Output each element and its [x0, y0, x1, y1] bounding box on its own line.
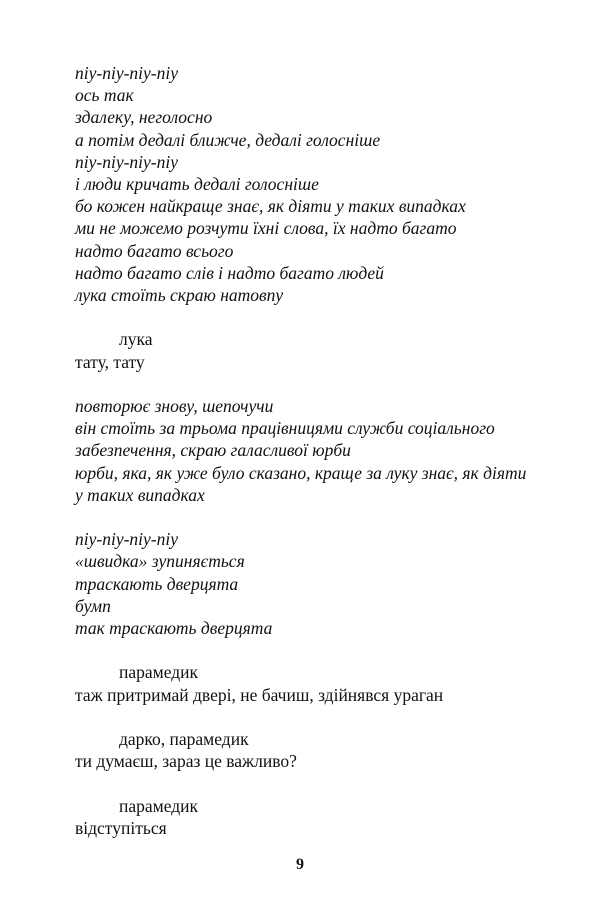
stage-direction-line: ми не можемо розчути їхні слова, їх надто багато: [75, 218, 457, 239]
stage-direction-line: бо кожен найкраще знає, як діяти у таких випадках: [75, 196, 466, 217]
stage-direction-line: ось так: [75, 85, 134, 106]
stage-direction-line: здалеку, неголосно: [75, 107, 213, 128]
dialogue-line: відступіться: [75, 817, 167, 838]
stage-direction-line: а потім дедалі ближче, дедалі голосніше: [75, 129, 381, 150]
stage-direction-line: надто багато всього: [75, 240, 234, 261]
stage-direction-line: піу-піу-піу-піу: [75, 151, 179, 172]
speaker-name: парамедик: [119, 662, 199, 683]
play-text: [75, 62, 555, 839]
paragraph-gap: [75, 639, 555, 661]
paragraph-gap: [75, 706, 555, 728]
stage-direction-line: повторює знову, шепочучи: [75, 396, 274, 417]
stage-direction-line: лука стоїть скраю натовпу: [75, 285, 284, 306]
paragraph-gap: [75, 506, 555, 528]
speaker-name: парамедик: [119, 795, 199, 816]
stage-direction-line: у таких випадках: [75, 484, 205, 505]
stage-direction-line: «швидка» зупиняється: [75, 551, 245, 572]
speaker-name: лука: [119, 329, 153, 350]
stage-direction-line: піу-піу-піу-піу: [75, 63, 179, 83]
stage-direction-line: бумп: [75, 595, 111, 616]
paragraph-gap: [75, 772, 555, 794]
page-number: 9: [296, 856, 304, 873]
paragraph-gap: [75, 306, 555, 328]
dialogue-line: тату, тату: [75, 351, 145, 372]
stage-direction-line: забезпечення, скраю галасливої юрби: [75, 440, 351, 461]
stage-direction-line: він стоїть за трьома працівницями служби соціального: [75, 418, 495, 439]
stage-direction-line: надто багато слів і надто багато людей: [75, 262, 384, 283]
dialogue-line: ти думаєш, зараз це важливо?: [75, 751, 297, 772]
dialogue-line: таж притримай двері, не бачиш, здійнявся ураган: [75, 684, 444, 705]
stage-direction-line: юрби, яка, як уже було сказано, краще за луку знає, як діяти: [75, 462, 527, 483]
stage-direction-line: піу-піу-піу-піу: [75, 529, 179, 550]
speaker-name: дарко, парамедик: [119, 729, 249, 750]
paragraph-gap: [75, 373, 555, 395]
stage-direction-line: траскають дверцята: [75, 573, 239, 594]
stage-direction-line: і люди кричать дедалі голосніше: [75, 174, 319, 195]
stage-direction-line: так траскають дверцята: [75, 618, 273, 639]
